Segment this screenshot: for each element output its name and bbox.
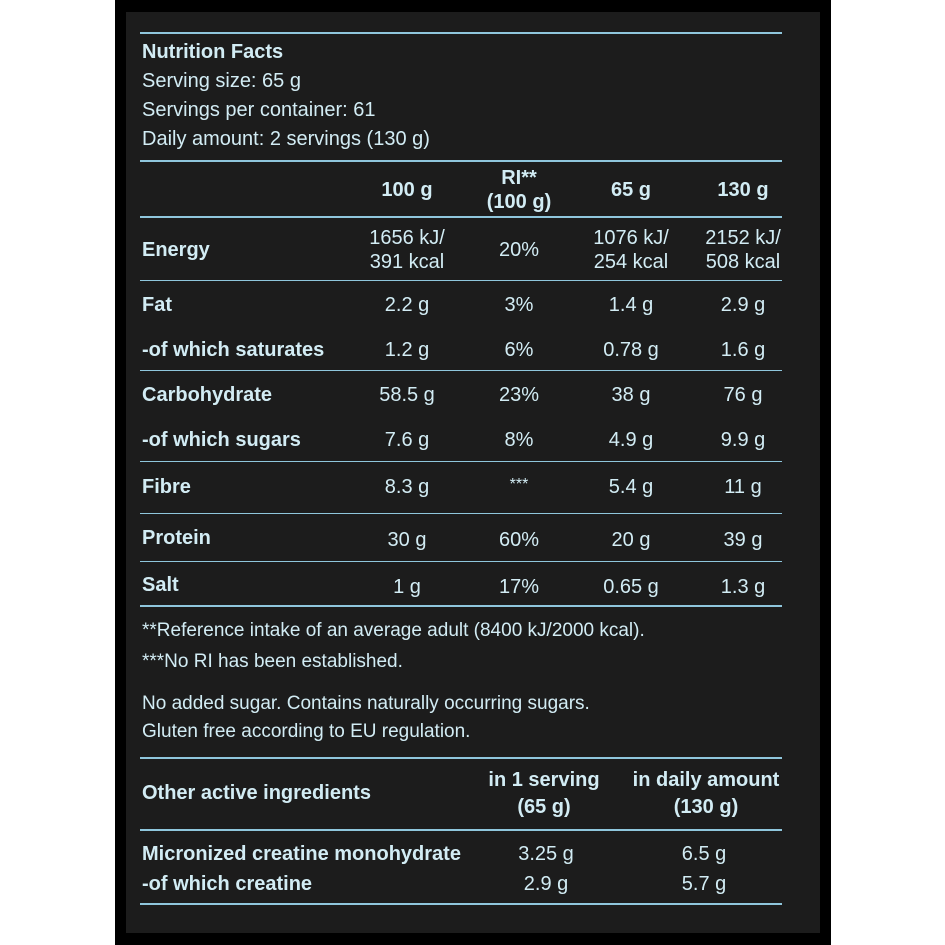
energy-130g-kcal: 508 kcal: [705, 251, 781, 273]
value-130g: 1.3 g: [720, 576, 766, 598]
row-label: -of which sugars: [142, 429, 301, 451]
col-header-ri: RI**: [501, 167, 537, 189]
note-no-added-sugar: No added sugar. Contains naturally occurring sugars.: [142, 693, 590, 714]
value-ri: 3%: [504, 294, 534, 316]
value-ri: 6%: [504, 339, 534, 361]
value-65g: 4.9 g: [608, 429, 654, 451]
col-header-ri-unit: (100 g): [486, 191, 552, 213]
value-130g: 9.9 g: [720, 429, 766, 451]
value-ri: 60%: [498, 529, 540, 551]
value-130g: 1.6 g: [720, 339, 766, 361]
value-100g: 8.3 g: [384, 476, 430, 498]
active-col-serving: in 1 serving: [488, 769, 600, 791]
row-label: -of which creatine: [142, 873, 313, 895]
divider-carbohydrate: [140, 461, 782, 462]
value-100g: 2.2 g: [384, 294, 430, 316]
energy-ri: 20%: [498, 239, 540, 261]
divider-top: [140, 32, 782, 34]
divider-active-top: [140, 757, 782, 759]
row-label: Energy: [142, 239, 210, 261]
energy-130g-kj: 2152 kJ/: [705, 227, 781, 249]
row-label: Carbohydrate: [142, 384, 273, 406]
value-130g: 76 g: [723, 384, 763, 406]
divider-protein: [140, 561, 782, 562]
value-130g: 39 g: [723, 529, 763, 551]
daily-amount: Daily amount: 2 servings (130 g): [142, 128, 430, 150]
energy-100g-kcal: 391 kcal: [369, 251, 445, 273]
active-col-daily: in daily amount: [632, 769, 780, 791]
divider-bottom: [140, 903, 782, 905]
row-label: Fibre: [142, 476, 191, 498]
active-col-daily-unit: (130 g): [673, 796, 739, 818]
col-header-100g: 100 g: [381, 179, 433, 201]
value-100g: 1.2 g: [384, 339, 430, 361]
energy-65g-kj: 1076 kJ/: [593, 227, 669, 249]
value-serving: 3.25 g: [518, 843, 574, 865]
energy-100g-kj: 1656 kJ/: [369, 227, 445, 249]
energy-65g-kcal: 254 kcal: [593, 251, 669, 273]
divider-fat: [140, 370, 782, 371]
active-col-serving-unit: (65 g): [517, 796, 571, 818]
value-65g: 38 g: [611, 384, 651, 406]
value-ri: 23%: [498, 384, 540, 406]
value-65g: 0.65 g: [603, 576, 659, 598]
divider-fibre: [140, 513, 782, 514]
note-reference-intake: **Reference intake of an average adult (8400 kJ/2000 kcal).: [142, 620, 645, 641]
divider-energy: [140, 280, 782, 281]
value-100g: 7.6 g: [384, 429, 430, 451]
value-serving: 2.9 g: [523, 873, 569, 895]
note-no-ri: ***No RI has been established.: [142, 651, 403, 672]
value-ri: 17%: [498, 576, 540, 598]
row-label: Fat: [142, 294, 172, 316]
value-100g: 1 g: [393, 576, 421, 598]
col-header-65g: 65 g: [610, 179, 652, 201]
value-130g: 11 g: [724, 476, 762, 498]
value-65g: 0.78 g: [603, 339, 659, 361]
value-65g: 20 g: [611, 529, 651, 551]
divider-active-header: [140, 829, 782, 831]
divider-header: [140, 160, 782, 162]
row-label: Salt: [142, 574, 179, 596]
row-label: Protein: [142, 527, 211, 549]
divider-columns: [140, 216, 782, 218]
value-65g: 1.4 g: [608, 294, 654, 316]
value-100g: 30 g: [387, 529, 427, 551]
value-ri: ***: [509, 476, 529, 493]
value-100g: 58.5 g: [379, 384, 435, 406]
divider-table-end: [140, 605, 782, 607]
note-gluten-free: Gluten free according to EU regulation.: [142, 721, 471, 742]
value-daily: 6.5 g: [681, 843, 727, 865]
active-ingredients-label: Other active ingredients: [142, 782, 371, 804]
value-65g: 5.4 g: [608, 476, 654, 498]
value-ri: 8%: [504, 429, 534, 451]
row-label: -of which saturates: [142, 339, 325, 361]
value-daily: 5.7 g: [681, 873, 727, 895]
col-header-130g: 130 g: [717, 179, 769, 201]
servings-per-container: Servings per container: 61: [142, 99, 376, 121]
serving-size: Serving size: 65 g: [142, 70, 301, 92]
nutrition-title: Nutrition Facts: [142, 41, 284, 63]
row-label: Micronized creatine monohydrate: [142, 843, 461, 865]
value-130g: 2.9 g: [720, 294, 766, 316]
